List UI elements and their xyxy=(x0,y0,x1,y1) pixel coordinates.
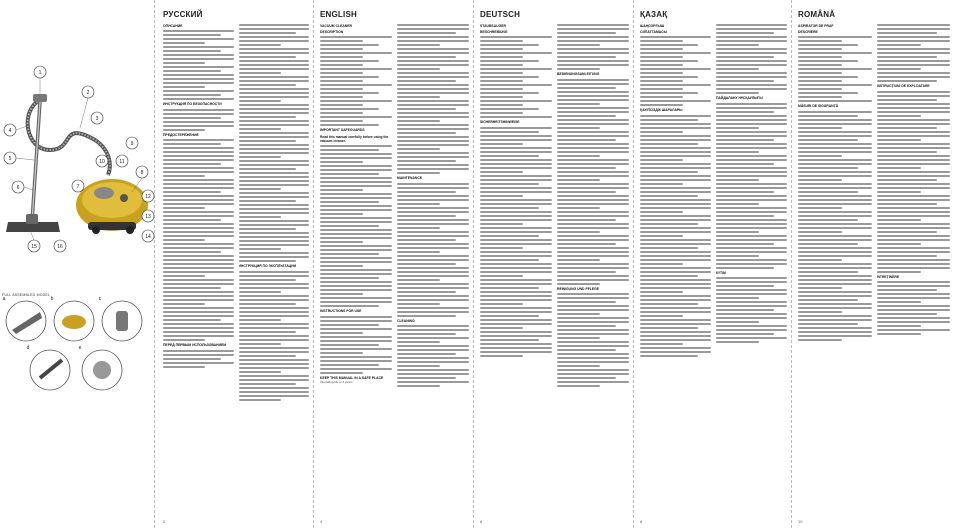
section-heading: ASPIRATOR DE PRAF xyxy=(798,23,834,28)
text-column xyxy=(397,22,469,512)
svg-text:4: 4 xyxy=(8,128,12,134)
text-column xyxy=(163,22,234,512)
svg-text:6: 6 xyxy=(16,185,20,191)
svg-text:13: 13 xyxy=(145,214,151,220)
text-column xyxy=(798,22,872,512)
svg-text:9: 9 xyxy=(130,141,134,147)
section-heading: DESCRIERE xyxy=(798,29,818,34)
footer-note: Operating life is 3 years xyxy=(320,380,353,385)
page-russian xyxy=(157,0,314,528)
text-column xyxy=(877,22,951,512)
section-heading: ПРЕДОСТЕРЕЖЕНИЕ xyxy=(163,132,199,137)
svg-text:5: 5 xyxy=(8,156,12,162)
section-heading: ПЕРЕД ПЕРВЫМ ИСПОЛЬЗОВАНИЕМ xyxy=(163,343,227,348)
svg-text:7: 7 xyxy=(76,184,80,190)
page-number: 2 xyxy=(163,519,166,524)
text-column xyxy=(239,22,310,512)
section-heading: ШАҢСОРҒЫШ xyxy=(640,23,665,28)
section-heading: VACUUM CLEANER xyxy=(320,23,352,28)
page-title: РУССКИЙ xyxy=(163,10,203,19)
section-heading: ОПИСАНИЕ xyxy=(163,23,183,28)
text-column xyxy=(480,22,552,512)
section-heading: REINIGUNG UND PFLEGE xyxy=(557,286,600,291)
section-heading: KEEP THIS MANUAL IN A SAFE PLACE xyxy=(320,375,384,380)
text-column xyxy=(716,22,787,512)
page-german xyxy=(474,0,634,528)
section-heading: ПАЙДАЛАНУ НҰСҚАУЛЫҒЫ xyxy=(716,96,763,100)
section-heading: КҮТІМ xyxy=(716,270,726,275)
svg-text:a: a xyxy=(2,296,6,302)
section-heading: ҚАУІПСІЗДІК ШАРАЛАРЫ xyxy=(640,108,683,113)
page-title: ҚАЗАҚ xyxy=(640,10,668,19)
svg-text:8: 8 xyxy=(140,170,144,176)
svg-text:d: d xyxy=(26,345,30,351)
page-number: 4 xyxy=(320,519,323,524)
text-column xyxy=(640,22,711,512)
page-english xyxy=(314,0,474,528)
section-heading: SICHERHEITSHINWEISE xyxy=(480,120,520,125)
text-column xyxy=(557,22,629,512)
svg-text:e: e xyxy=(78,345,82,351)
svg-text:1: 1 xyxy=(38,70,42,76)
page-number: 8 xyxy=(640,519,643,524)
svg-text:2: 2 xyxy=(86,90,90,96)
section-heading: INSTRUCŢIUNI DE EXPLOATARE xyxy=(876,84,930,88)
svg-text:14: 14 xyxy=(145,234,151,240)
section-heading: ИНСТРУКЦИЯ ПО БЕЗОПАСНОСТИ xyxy=(163,102,222,107)
svg-text:16: 16 xyxy=(57,244,63,250)
section-heading: BEDIENUNGSANLEITUNG xyxy=(557,72,600,76)
section-heading: DESCRIPTION xyxy=(320,29,344,34)
illustration-panel xyxy=(0,0,155,528)
page-number: 10 xyxy=(798,519,803,524)
svg-text:11: 11 xyxy=(119,159,125,165)
page-title: ROMÂNĂ xyxy=(798,10,836,19)
section-heading: СИПАТТАМАСЫ xyxy=(640,29,667,34)
text-column xyxy=(320,22,392,512)
page-kazakh xyxy=(634,0,792,528)
section-heading: ИНСТРУКЦИЯ ПО ЭКСПЛУАТАЦИИ xyxy=(238,264,297,268)
section-heading: INSTRUCTIONS FOR USE xyxy=(320,309,362,314)
page-number: 6 xyxy=(480,519,483,524)
section-heading: STAUBSAUGER xyxy=(480,23,506,28)
section-heading: ÎNTREŢINERE xyxy=(876,274,900,279)
svg-text:15: 15 xyxy=(31,244,37,250)
safety-notice: Read this manual carefully before using the vacuum cleaner. xyxy=(320,134,389,143)
svg-text:3: 3 xyxy=(95,116,99,122)
illustration-caption: FULL ASSEMBLED MODEL xyxy=(2,293,51,297)
vacuum-cleaner-illustration xyxy=(0,0,155,528)
svg-text:c: c xyxy=(98,296,102,302)
svg-text:10: 10 xyxy=(99,159,105,165)
svg-text:12: 12 xyxy=(145,194,151,200)
page-title: ENGLISH xyxy=(320,10,357,19)
section-heading: MAINTENANCE xyxy=(397,176,423,180)
svg-text:b: b xyxy=(50,296,54,302)
section-heading: CLEANING xyxy=(397,318,415,323)
page-romanian xyxy=(792,0,954,528)
section-heading: BESCHREIBUNG xyxy=(480,29,508,34)
section-heading: IMPORTANT SAFEGUARDS xyxy=(320,128,365,133)
page-title: DEUTSCH xyxy=(480,10,521,19)
section-heading: MĂSURI DE SIGURANŢĂ xyxy=(798,104,839,109)
